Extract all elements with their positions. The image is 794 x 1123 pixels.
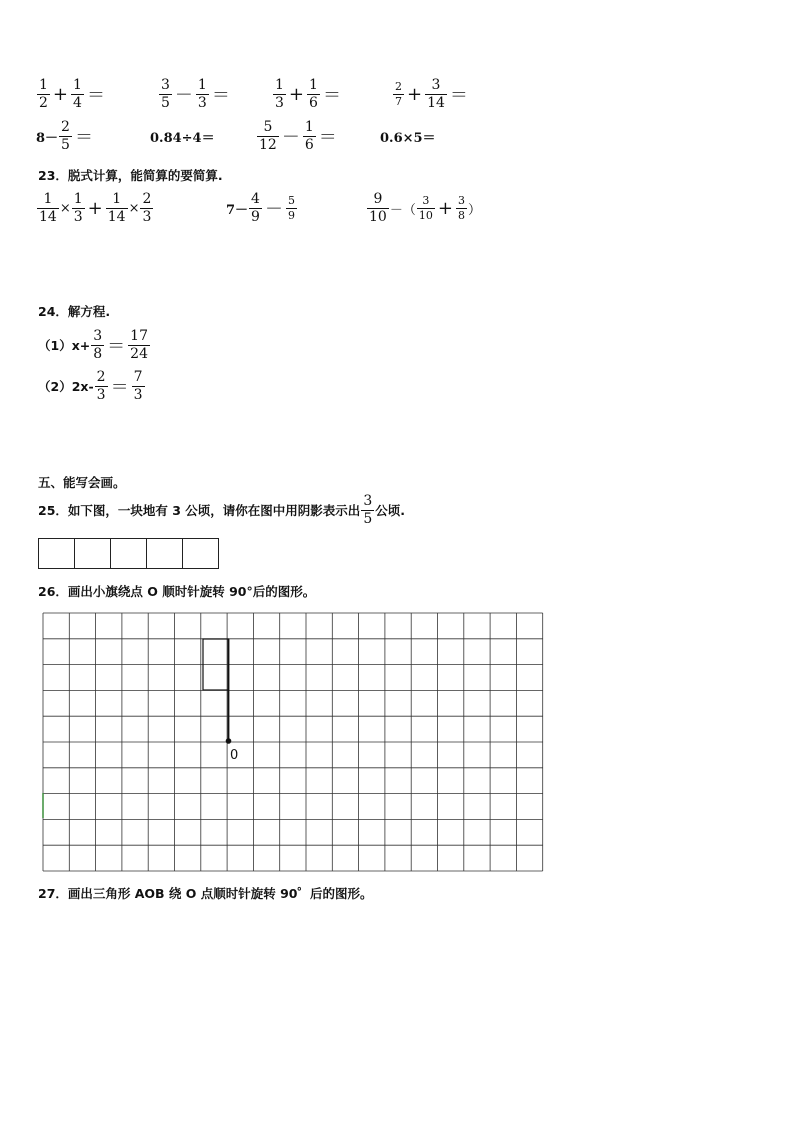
point-o (226, 738, 232, 744)
expr-2: $\frac{3}{5}$ － $\frac{1}{3}$ ＝ (161, 77, 230, 111)
land-box[interactable] (182, 538, 219, 569)
land-box[interactable] (38, 538, 75, 569)
q26-grid[interactable] (42, 612, 546, 874)
q23-expressions (36, 192, 481, 224)
q25-land-boxes[interactable] (38, 538, 218, 569)
section-5-title: 五、能写会画。 (38, 475, 126, 490)
expr-4: $\frac{2}{7}$ + $\frac{3}{14}$ ＝ (395, 77, 468, 111)
expr-1: $\frac{1}{2}$ + $\frac{1}{4}$ ＝ (39, 77, 105, 111)
expr-3: $\frac{1}{3}$ + $\frac{1}{6}$ ＝ (275, 77, 341, 111)
q23-expr-1: $\frac{1}{14}$ × $\frac{1}{3}$ + $\frac{1}{14}$ × $\frac{2}{3}$ (39, 191, 152, 225)
q23-expr-2: 7－ $\frac{4}{9}$ － $\frac{5}{9}$ (226, 191, 295, 225)
q27-title: 27．画出三角形 AOB 绕 O 点顺时针旋转 90゜后的图形。 (38, 886, 373, 901)
q23-title: 23．脱式计算，能简算的要简算. (38, 168, 223, 183)
expr-7: $\frac{5}{12}$ － $\frac{1}{6}$ ＝ (259, 119, 337, 153)
land-box[interactable] (74, 538, 111, 569)
q24-equation-2: （2）2x- $\frac{2}{3}$ ＝ $\frac{7}{3}$ (38, 369, 143, 403)
land-box[interactable] (146, 538, 183, 569)
q26-title: 26．画出小旗绕点 O 顺时针旋转 90°后的图形。 (38, 584, 316, 599)
expr-8: 0.6×5＝ (380, 130, 436, 146)
calc-row-2 (36, 120, 436, 152)
expr-6: 0.84÷4＝ (150, 130, 215, 146)
calc-row-1 (36, 78, 470, 110)
expr-5: 8－ $\frac{2}{5}$ ＝ (36, 119, 93, 153)
q23-expr-3: $\frac{9}{10}$ －（ $\frac{3}{10}$ + $\frac{3}{8}$ ） (369, 191, 481, 225)
q25-title: 25．如下图，一块地有 3 公顷，请你在图中用阴影表示出 $\frac{3}{5}$ 公顷. (38, 493, 405, 527)
q24-title: 24．解方程. (38, 304, 111, 319)
q24-equation-1: （1）x+ $\frac{3}{8}$ ＝ $\frac{17}{24}$ (38, 328, 148, 362)
land-box[interactable] (110, 538, 147, 569)
point-o-label: 0 (230, 748, 239, 763)
